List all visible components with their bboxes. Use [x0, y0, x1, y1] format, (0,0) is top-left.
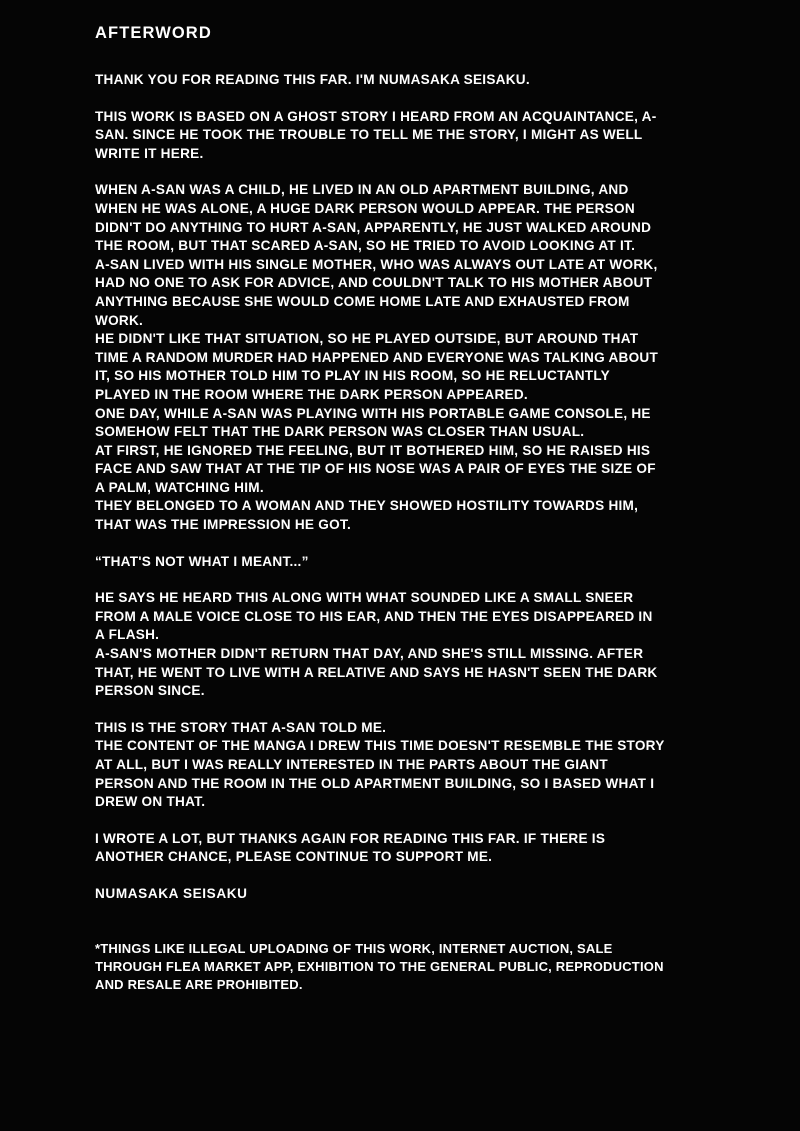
spacer — [95, 812, 665, 830]
paragraph-childhood: WHEN A-SAN WAS A CHILD, HE LIVED IN AN OLD APARTMENT BUILDING, AND WHEN HE WAS ALONE, A HUGE DARK PERSON WOULD APPEAR. THE PERSON DIDN'T DO ANYTHING TO HURT A-SAN, APPARENTLY, HE JUST WALKED AROUND THE ROOM, BUT THAT SCARED A-SAN, SO HE TRIED TO AVOID LOOKING AT IT. — [95, 182, 652, 254]
paragraph-closing: I WROTE A LOT, BUT THANKS AGAIN FOR READING THIS FAR. IF THERE IS ANOTHER CHANCE, PLEASE CONTINUE TO SUPPORT ME. — [95, 830, 606, 865]
spacer — [95, 867, 665, 885]
paragraph-eyes: AT FIRST, HE IGNORED THE FEELING, BUT IT BOTHERED HIM, SO HE RAISED HIS FACE AND SAW THAT AT THE TIP OF HIS NOSE WAS A PAIR OF EYES THE SIZE OF A PALM, WATCHING HIM. — [95, 442, 656, 495]
spacer — [95, 571, 665, 589]
spacer — [95, 163, 665, 181]
paragraph-mother: A-SAN LIVED WITH HIS SINGLE MOTHER, WHO WAS ALWAYS OUT LATE AT WORK, HAD NO ONE TO ASK FOR ADVICE, AND COULDN'T TALK TO HIS MOTHER ABOUT ANYTHING BECAUSE SHE WOULD COME HOME LATE AND EXHAUSTED FROM WORK. — [95, 256, 658, 328]
paragraph-quote: “THAT'S NOT WHAT I MEANT...” — [95, 553, 309, 569]
paragraph-game-console: ONE DAY, WHILE A-SAN WAS PLAYING WITH HIS PORTABLE GAME CONSOLE, HE SOMEHOW FELT THAT THE DARK PERSON WAS CLOSER THAN USUAL. — [95, 405, 651, 440]
paragraph-missing-mother: A-SAN'S MOTHER DIDN'T RETURN THAT DAY, AND SHE'S STILL MISSING. AFTER THAT, HE WENT TO LIVE WITH A RELATIVE AND SAYS HE HASN'T SEEN THE DARK PERSON SINCE. — [95, 646, 658, 699]
paragraph-thanks: THANK YOU FOR READING THIS FAR. I'M NUMASAKA SEISAKU. — [95, 72, 530, 87]
spacer — [95, 535, 665, 553]
page-title: AFTERWORD — [95, 24, 212, 42]
copyright-notice: *THINGS LIKE ILLEGAL UPLOADING OF THIS WORK, INTERNET AUCTION, SALE THROUGH FLEA MARKET APP, EXHIBITION TO THE GENERAL PUBLIC, REPRODUCTION AND RESALE ARE PROHIBITED. — [95, 940, 664, 993]
paragraph-playing-inside: HE DIDN'T LIKE THAT SITUATION, SO HE PLAYED OUTSIDE, BUT AROUND THAT TIME A RANDOM MURDER HAD HAPPENED AND EVERYONE WAS TALKING ABOUT IT, SO HIS MOTHER TOLD HIM TO PLAY IN HIS ROOM, SO HE RELUCTANTLY PLAYED IN THE ROOM WHERE THE DARK PERSON APPEARED. — [95, 331, 659, 402]
paragraph-manga-basis: THE CONTENT OF THE MANGA I DREW THIS TIME DOESN'T RESEMBLE THE STORY AT ALL, BUT I WAS REALLY INTERESTED IN THE PARTS ABOUT THE GIANT PERSON AND THE ROOM IN THE OLD APARTMENT BUILDING, SO I BASED WHAT I DREW ON THAT. — [95, 738, 665, 810]
paragraph-origin: THIS WORK IS BASED ON A GHOST STORY I HEARD FROM AN ACQUAINTANCE, A-SAN. SINCE HE TOOK THE TROUBLE TO TELL ME THE STORY, I MIGHT AS WELL WRITE IT HERE. — [95, 108, 657, 161]
paragraph-story-told: THIS IS THE STORY THAT A-SAN TOLD ME. — [95, 719, 387, 735]
spacer — [95, 922, 665, 940]
spacer — [95, 701, 665, 719]
paragraph-sneer: HE SAYS HE HEARD THIS ALONG WITH WHAT SOUNDED LIKE A SMALL SNEER FROM A MALE VOICE CLOSE TO HIS EAR, AND THEN THE EYES DISAPPEARED IN A FLASH. — [95, 590, 653, 643]
afterword-content — [95, 24, 665, 995]
paragraph-hostility: THEY BELONGED TO A WOMAN AND THEY SHOWED HOSTILITY TOWARDS HIM, THAT WAS THE IMPRESSION HE GOT. — [95, 498, 639, 533]
author-signature: NUMASAKA SEISAKU — [95, 885, 248, 901]
spacer — [95, 90, 665, 108]
spacer — [95, 904, 665, 922]
